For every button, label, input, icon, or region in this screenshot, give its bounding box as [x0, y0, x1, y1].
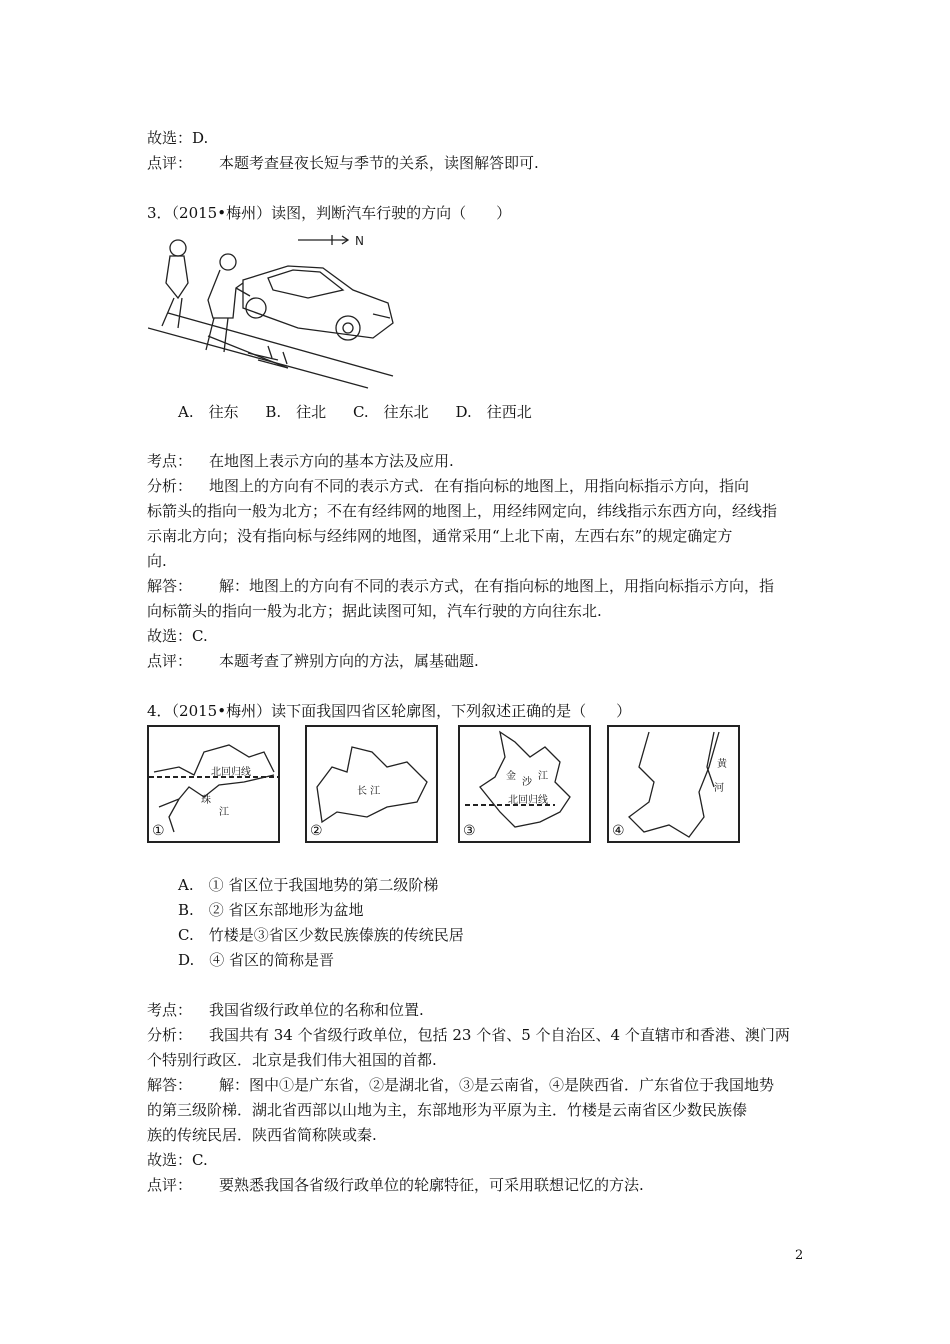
map1-label-jiang: 江 — [219, 807, 229, 818]
map3-label-jiang: 江 — [538, 771, 548, 782]
map3-label-sha: 沙 — [522, 777, 532, 788]
q4-kaodian: 考点： 我国省级行政单位的名称和位置. — [147, 1001, 424, 1019]
map2-number: ② — [310, 823, 323, 839]
q4-comment: 点评： 要熟悉我国各省级行政单位的轮廓特征，可采用联想记忆的方法. — [147, 1176, 644, 1194]
q4-option-d[interactable]: D. ④ 省区的简称是晋 — [178, 951, 335, 969]
map4-number: ④ — [612, 823, 625, 839]
q3-fenxi-line: 向. — [147, 552, 167, 570]
q3-kaodian: 考点： 在地图上表示方向的基本方法及应用. — [147, 452, 454, 470]
map4-label-he: 河 — [714, 783, 724, 794]
q3-answer: 故选：C. — [147, 627, 208, 645]
map2-label-changjiang: 长 江 — [357, 786, 381, 797]
page-number: 2 — [795, 1248, 804, 1263]
q3-option-c[interactable]: C. 往东北 — [352, 403, 429, 421]
map1-label-zhu: 珠 — [201, 795, 211, 806]
q4-fenxi: 分析： 我国共有 34 个省级行政单位，包括 23 个省、5 个自治区、4 个直辖市和香港、澳门两 — [147, 1026, 790, 1044]
map3-label-tropic: 北回归线 — [508, 795, 548, 806]
q3-stem: 3．（2015•梅州）读图，判断汽车行驶的方向（ ） — [147, 204, 512, 222]
guangdong-outline — [149, 727, 278, 841]
q4-jieda: 解答： 解：图中①是广东省，②是湖北省，③是云南省，④是陕西省．广东省位于我国地势 — [147, 1076, 775, 1094]
q4-answer: 故选：C. — [147, 1151, 208, 1169]
q4-option-c[interactable]: C. 竹楼是③省区少数民族傣族的传统民居 — [178, 926, 464, 944]
q4-option-a[interactable]: A. ① 省区位于我国地势的第二级阶梯 — [178, 876, 439, 894]
q4-option-b[interactable]: B. ② 省区东部地形为盆地 — [178, 901, 364, 919]
province-map-2 — [305, 725, 438, 843]
map3-number: ③ — [463, 823, 476, 839]
q3-figure — [148, 228, 398, 390]
q3-jieda: 解答： 解：地图上的方向有不同的表示方式，在有指向标的地图上，用指向标指示方向，指 — [147, 577, 775, 595]
q3-option-d[interactable]: D. 往西北 — [455, 403, 532, 421]
province-map-1 — [147, 725, 280, 843]
province-map-4 — [607, 725, 740, 843]
q4-jieda-line: 的第三级阶梯．湖北省西部以山地为主，东部地形为平原为主．竹楼是云南省区少数民族傣 — [147, 1101, 748, 1119]
q4-jieda-line: 族的传统民居．陕西省简称陕或秦. — [147, 1126, 377, 1144]
q3-fenxi: 分析： 地图上的方向有不同的表示方式．在有指向标的地图上，用指向标指示方向，指向 — [147, 477, 750, 495]
map1-number: ① — [152, 823, 165, 839]
q4-stem: 4．（2015•梅州）读下面我国四省区轮廓图，下列叙述正确的是（ ） — [147, 702, 632, 720]
q2-answer: 故选：D. — [147, 129, 209, 147]
car-scene-illustration — [148, 228, 398, 390]
q3-option-a[interactable]: A. 往东 — [178, 403, 239, 421]
q2-comment: 点评： 本题考查昼夜长短与季节的关系，读图解答即可. — [147, 154, 539, 172]
q3-option-b[interactable]: B. 往北 — [265, 403, 327, 421]
q3-options — [178, 401, 554, 422]
map4-label-huang: 黄 — [717, 759, 727, 770]
q3-comment: 点评： 本题考查了辨别方向的方法，属基础题. — [147, 652, 479, 670]
map3-label-jin: 金 — [506, 771, 516, 782]
q3-fenxi-line: 标箭头的指向一般为北方；不在有经纬网的地图上，用经纬网定向，纬线指示东西方向，经线指 — [147, 502, 778, 520]
q3-fenxi-line: 示南北方向；没有指向标与经纬网的地图，通常采用“上北下南，左西右东”的规定确定方 — [147, 527, 733, 545]
province-map-3 — [458, 725, 591, 843]
north-label: N — [355, 234, 364, 248]
map1-label-tropic: 北回归线 — [211, 767, 251, 778]
q4-fenxi-line: 个特别行政区．北京是我们伟大祖国的首都. — [147, 1051, 437, 1069]
q3-jieda-line: 向标箭头的指向一般为北方；据此读图可知，汽车行驶的方向往东北. — [147, 602, 602, 620]
